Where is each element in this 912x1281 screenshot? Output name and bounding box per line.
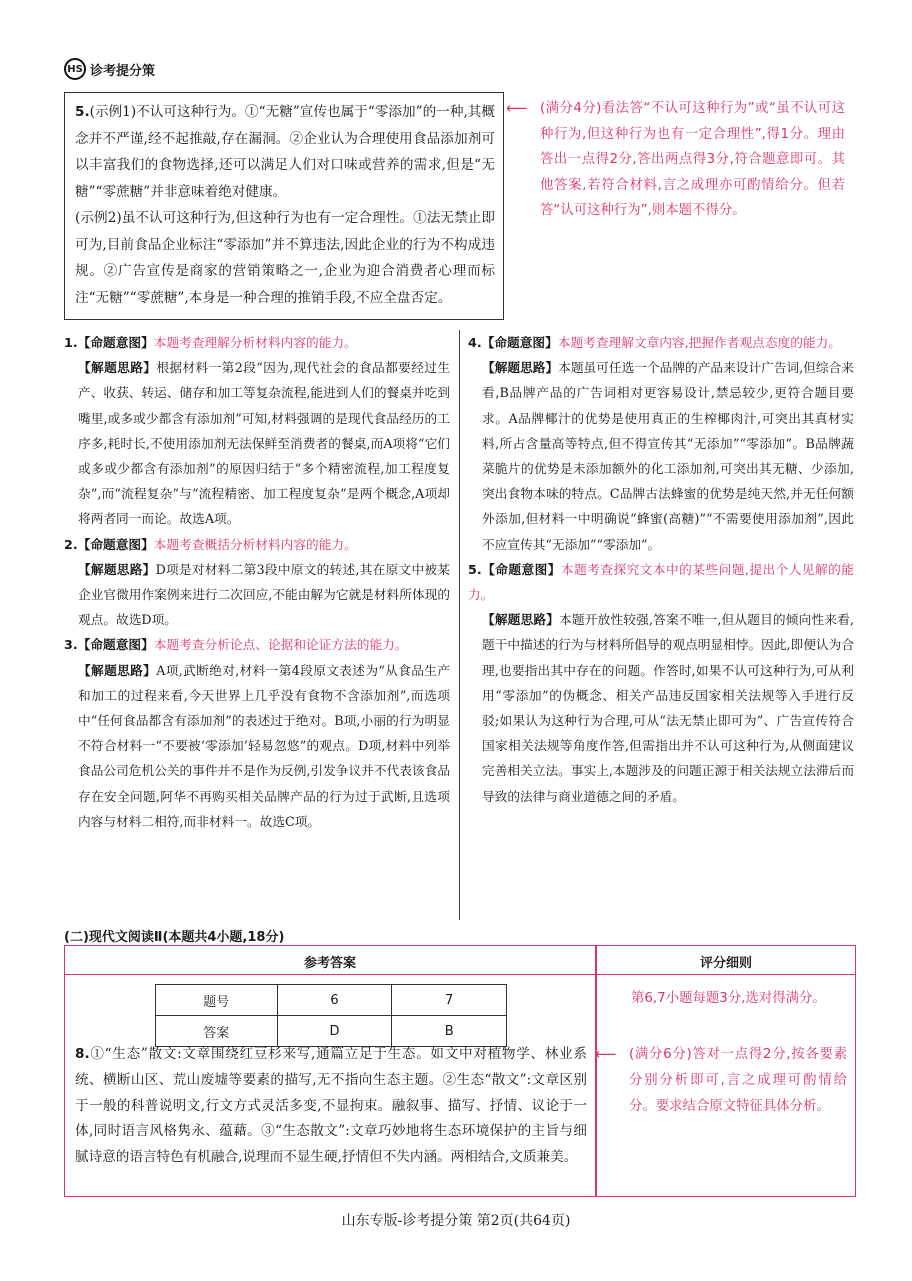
q5-paragraph-1: 5.(示例1)不认可这种行为。①“无糖”宣传也属于“零添加”的一种,其概念并不严谨,经不起推敲,存在漏洞。②企业认为合理使用食品添加剂可以丰富我们的食物选择,还可以满足人们对口味或营养的需求,但是“无糖”“零蔗糖”并非意味着绝对健康。: [75, 104, 495, 200]
q5-answer-box: [64, 92, 504, 320]
explanation-q2: 2.【命题意图】本题考查概括分析材料内容的能力。 【解题思路】D项是对材料二第3段中原文的转述,其在原文中被某企业官微用作案例来进行二次回应,不能由解为它就是材料所体现的观点。故选D项。: [64, 536, 450, 628]
column-divider: [459, 330, 460, 920]
explanation-q5: 5.【命题意图】本题考查探究文本中的某些问题,提出个人见解的能力。 【解题思路】本题开放性较强,答案不唯一,但从题目的倾向性来看,题干中描述的行为与材料所倡导的观点明显相悖。因此,即便认为合理,也要指出其中存在的问题。作答时,如果不认可这种行为,可从利用“零添加”的伪概念、相关产品违反国家相关法规等入手进行反驳;如果认为这种行为合理,可从“法无禁止即可为”、广告宣传符合国家相关法规等角度作答,但需指出并不认可这种行为,从侧面建议完善相关立法。事实上,本题涉及的问题正源于相关法规立法滞后而导致的法律与商业道德之间的矛盾。: [468, 561, 854, 804]
q8-answer: 8.①“生态”散文:文章围绕红豆杉来写,通篇立足于生态。如文中对植物学、林业系统、横断山区、荒山废墟等要素的描写,无不指向生态主题。②生态“散文”:文章区别于一般的科普说明文,行文方式灵活多变,不显拘束。融叙事、描写、抒情、议论于一体,同时语言风格隽永、蕴藉。③“生态散文”:文章巧妙地将生态环境保护的主旨与细腻诗意的语言特色有机融合,说理而不显生硬,抒情但不失内涵。两相结合,文质兼美。: [75, 1046, 587, 1166]
brand-logo-icon: HS: [64, 58, 86, 80]
explanation-q3: 3.【命题意图】本题考查分析论点、论据和论证方法的能力。 【解题思路】A项,武断绝对,材料一第4段原文表述为“从食品生产和加工的过程来看,今天世界上几乎没有食物不含添加剂”,而选项中“任何食品都含有添加剂”的表述过于绝对。B项,小丽的行为明显不符合材料一“不要被‘零添加’轻易忽悠”的观点。D项,材料中列举食品公司危机公关的事件并不是作为反例,引发争议并不代表该食品存在安全问题,阿华不再购买相关品牌产品的行为过于武断,且选项内容与材料二相符,而非材料一。故选C项。: [64, 637, 451, 829]
left-arrow-icon: ⟵: [506, 99, 528, 117]
row-label-number: 题号: [156, 985, 278, 1016]
explanations-left-column: [64, 330, 450, 834]
brand-title: 诊考提分策: [90, 63, 156, 79]
header-rules: 评分细则: [699, 956, 752, 971]
table-divider: [595, 946, 597, 1196]
row-label-answer: 答案: [156, 1016, 278, 1047]
explanations: [64, 330, 854, 922]
left-arrow-icon: ⟵: [595, 1045, 617, 1063]
answer-6: D: [277, 1016, 392, 1047]
question-6: 6: [277, 985, 392, 1016]
q67-scoring-note: 第6,7小题每题3分,选对得满分。: [631, 991, 826, 1006]
question-7: 7: [392, 985, 507, 1016]
explanation-q4: 4.【命题意图】本题考查理解文章内容,把握作者观点态度的能力。 【解题思路】本题虽可任选一个品牌的产品来设计广告词,但综合来看,B品牌产品的广告词相对更容易设计,禁忌较少,更符合题目要求。A品牌椰汁的优势是使用真正的生榨椰肉汁,可突出其真材实料,所占含量高等特点,但不得宣传其“无添加”“零添加”。B品牌蔬菜脆片的优势是未添加额外的化工添加剂,可突出其无糖、少添加,突出食物本味的特点。C品牌古法蜂蜜的优势是纯天然,并无任何额外添加,但材料一中明确说“蜂蜜(高糖)”“不需要使用添加剂”,因此不应宣传其“无添加”“零添加”。: [468, 335, 854, 552]
q8-number: 8.: [75, 1046, 90, 1062]
answer-7: B: [392, 1016, 507, 1047]
mc-answer-table: [155, 984, 507, 1047]
q8-scoring-note: (满分6分)答对一点得2分,按各要素分别分析即可,言之成理可酌情给分。要求结合原文特征具体分析。: [629, 1047, 847, 1114]
q5-paragraph-2: (示例2)虽不认可这种行为,但这种行为也有一定合理性。①法无禁止即可为,目前食品企业标注“零添加”并不算违法,因此企业的行为不构成违规。②广告宣传是商家的营销策略之一,企业为迎合消费者心理而标注“无糖”“零蔗糖”,本身是一种合理的推销手段,不应全盘否定。: [75, 210, 495, 306]
q5-scoring-note: (满分4分)看法答“不认可这种行为”或“虽不认可这种行为,但这种行为也有一定合理性”,得1分。理由答出一点得2分,答出两点得3分,符合题意即可。其他答案,若符合材料,言之成理亦可酌情给分。但若答“认可这种行为”,则本题不得分。: [540, 101, 845, 218]
explanation-q1: 1.【命题意图】本题考查理解分析材料内容的能力。 【解题思路】根据材料一第2段“因为,现代社会的食品都要经过生产、收获、转运、储存和加工等复杂流程,能进到人们的餐桌并吃到嘴里,或多或少都含有添加剂”可知,材料强调的是现代食品经历的工序多,耗时长,不使用添加剂无法保鲜至消费者的餐桌,而A项将“它们或多或少都含有添加剂”的原因归结于“多个精密流程,加工程度复杂”,而“流程复杂”与“流程精密、加工程度复杂”是两个概念,A项却将两者同一而论。故选A项。: [64, 335, 451, 527]
page-footer: 山东专版-诊考提分策 第2页(共64页): [341, 1213, 571, 1229]
table-row: [156, 985, 507, 1016]
explanations-right-column: [468, 330, 854, 809]
section-title: (二)现代文阅读Ⅱ(本题共4小题,18分): [64, 930, 285, 945]
q5-number: 5.: [75, 104, 90, 120]
header-answer: 参考答案: [303, 956, 356, 971]
brand: [64, 58, 155, 80]
answer-table-header: [65, 946, 855, 975]
answer-table: [64, 945, 856, 1197]
